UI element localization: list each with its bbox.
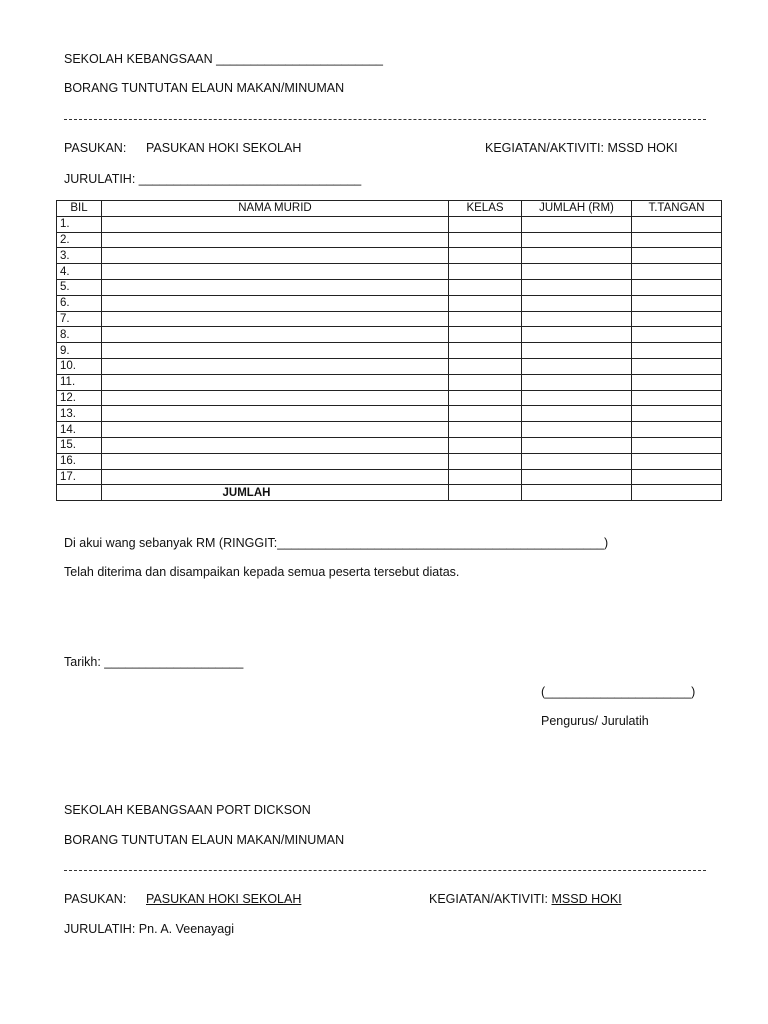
- cell-t-tangan[interactable]: [632, 374, 722, 390]
- cell-kelas[interactable]: [449, 469, 522, 485]
- table-row: [57, 343, 722, 359]
- cell-jumlah[interactable]: [522, 469, 632, 485]
- cell-nama-murid[interactable]: [102, 406, 449, 422]
- cell-bil: 11.: [57, 374, 102, 390]
- cell-jumlah[interactable]: [522, 453, 632, 469]
- cell-t-tangan[interactable]: [632, 453, 722, 469]
- cell-nama-murid[interactable]: [102, 453, 449, 469]
- school-line-2: SEKOLAH KEBANGSAAN PORT DICKSON: [64, 803, 311, 817]
- cell-bil: 5.: [57, 279, 102, 295]
- table-row: [57, 390, 722, 406]
- cell-jumlah[interactable]: [522, 232, 632, 248]
- cell-jumlah[interactable]: [522, 327, 632, 343]
- coach-line-2: JURULATIH: Pn. A. Veenayagi: [64, 922, 234, 936]
- activity-value: MSSD HOKI: [607, 141, 678, 155]
- cell-nama-murid[interactable]: [102, 437, 449, 453]
- cell-bil: 7.: [57, 311, 102, 327]
- team-label: PASUKAN:: [64, 141, 127, 155]
- coach-line: JURULATIH: ________________________________: [64, 172, 362, 186]
- cell-bil: 6.: [57, 295, 102, 311]
- cell-t-tangan[interactable]: [632, 343, 722, 359]
- cell-jumlah[interactable]: [522, 406, 632, 422]
- cell-kelas[interactable]: [449, 437, 522, 453]
- activity-field-2: [429, 892, 622, 906]
- cell-bil: 15.: [57, 437, 102, 453]
- cell-t-tangan[interactable]: [632, 422, 722, 438]
- cell-nama-murid[interactable]: [102, 279, 449, 295]
- cell-kelas[interactable]: [449, 343, 522, 359]
- cell-jumlah[interactable]: [522, 343, 632, 359]
- cell-jumlah[interactable]: [522, 264, 632, 280]
- cell-kelas[interactable]: [449, 406, 522, 422]
- cell-bil: 10.: [57, 358, 102, 374]
- table-row: [57, 453, 722, 469]
- total-row: [57, 485, 722, 501]
- cell-t-tangan[interactable]: [632, 216, 722, 232]
- activity-label: KEGIATAN/AKTIVITI:: [485, 141, 605, 155]
- header-nama-murid: NAMA MURID: [102, 201, 449, 217]
- cell-bil: 4.: [57, 264, 102, 280]
- delivered-line: Telah diterima dan disampaikan kepada semua peserta tersebut diatas.: [64, 565, 460, 579]
- date-line: Tarikh: ____________________: [64, 655, 244, 669]
- team-label-2: PASUKAN:: [64, 892, 127, 906]
- table-row: [57, 216, 722, 232]
- cell-kelas: [449, 485, 522, 501]
- cell-bil: 8.: [57, 327, 102, 343]
- team-value: PASUKAN HOKI SEKOLAH: [146, 141, 302, 155]
- header-t-tangan: T.TANGAN: [632, 201, 722, 217]
- cell-nama-murid[interactable]: [102, 295, 449, 311]
- divider-2: [64, 870, 706, 871]
- cell-t-tangan[interactable]: [632, 390, 722, 406]
- table-row: [57, 264, 722, 280]
- cell-jumlah[interactable]: [522, 358, 632, 374]
- cell-kelas[interactable]: [449, 216, 522, 232]
- cell-t-tangan[interactable]: [632, 311, 722, 327]
- cell-t-tangan[interactable]: [632, 469, 722, 485]
- cell-jumlah[interactable]: [522, 374, 632, 390]
- cell-bil: 2.: [57, 232, 102, 248]
- cell-nama-murid[interactable]: [102, 232, 449, 248]
- activity-field: [485, 141, 678, 155]
- table-row: [57, 248, 722, 264]
- cell-t-tangan: [632, 485, 722, 501]
- cell-nama-murid[interactable]: [102, 390, 449, 406]
- cell-jumlah[interactable]: [522, 390, 632, 406]
- cell-kelas[interactable]: [449, 358, 522, 374]
- cell-bil: 13.: [57, 406, 102, 422]
- cell-nama-murid[interactable]: [102, 311, 449, 327]
- cell-nama-murid[interactable]: [102, 374, 449, 390]
- total-amount: [522, 485, 632, 501]
- table-row: [57, 437, 722, 453]
- cell-nama-murid[interactable]: [102, 422, 449, 438]
- cell-nama-murid[interactable]: [102, 343, 449, 359]
- cell-jumlah[interactable]: [522, 422, 632, 438]
- cell-bil: 1.: [57, 216, 102, 232]
- header-jumlah: JUMLAH (RM): [522, 201, 632, 217]
- cell-kelas[interactable]: [449, 374, 522, 390]
- activity-label-2: KEGIATAN/AKTIVITI:: [429, 892, 549, 906]
- cell-jumlah[interactable]: [522, 216, 632, 232]
- table-row: [57, 358, 722, 374]
- cell-nama-murid[interactable]: [102, 358, 449, 374]
- table-row: [57, 422, 722, 438]
- cell-kelas[interactable]: [449, 311, 522, 327]
- cell-t-tangan[interactable]: [632, 358, 722, 374]
- activity-value-2: MSSD HOKI: [551, 892, 622, 906]
- cell-kelas[interactable]: [449, 422, 522, 438]
- table-row: [57, 311, 722, 327]
- team-value-2: PASUKAN HOKI SEKOLAH: [146, 892, 302, 906]
- signature-title: Pengurus/ Jurulatih: [541, 714, 649, 728]
- table-row: [57, 406, 722, 422]
- cell-nama-murid[interactable]: [102, 327, 449, 343]
- cell-kelas[interactable]: [449, 295, 522, 311]
- cell-jumlah[interactable]: [522, 295, 632, 311]
- cell-t-tangan[interactable]: [632, 279, 722, 295]
- cell-jumlah[interactable]: [522, 311, 632, 327]
- cell-bil: 16.: [57, 453, 102, 469]
- cell-bil: 17.: [57, 469, 102, 485]
- cell-jumlah[interactable]: [522, 437, 632, 453]
- header-kelas: KELAS: [449, 201, 522, 217]
- cell-nama-murid[interactable]: [102, 216, 449, 232]
- cell-jumlah[interactable]: [522, 279, 632, 295]
- cell-t-tangan[interactable]: [632, 248, 722, 264]
- cell-nama-murid[interactable]: [102, 469, 449, 485]
- table-row: [57, 327, 722, 343]
- cell-nama-murid[interactable]: [102, 248, 449, 264]
- cell-kelas[interactable]: [449, 248, 522, 264]
- cell-kelas[interactable]: [449, 327, 522, 343]
- claim-table: [56, 200, 722, 501]
- form-title: BORANG TUNTUTAN ELAUN MAKAN/MINUMAN: [64, 81, 345, 95]
- cell-bil: 12.: [57, 390, 102, 406]
- school-line: SEKOLAH KEBANGSAAN ________________________: [64, 52, 383, 66]
- cell-empty: [57, 485, 102, 501]
- table-row: [57, 279, 722, 295]
- cell-t-tangan[interactable]: [632, 264, 722, 280]
- cell-jumlah[interactable]: [522, 248, 632, 264]
- cell-bil: 14.: [57, 422, 102, 438]
- received-line: Di akui wang sebanyak RM (RINGGIT:_______________________________________________): [64, 536, 609, 550]
- cell-nama-murid[interactable]: [102, 264, 449, 280]
- cell-bil: 3.: [57, 248, 102, 264]
- cell-bil: 9.: [57, 343, 102, 359]
- table-row: [57, 469, 722, 485]
- cell-t-tangan[interactable]: [632, 232, 722, 248]
- cell-kelas[interactable]: [449, 232, 522, 248]
- total-label: JUMLAH: [102, 485, 449, 501]
- cell-kelas[interactable]: [449, 264, 522, 280]
- cell-t-tangan[interactable]: [632, 437, 722, 453]
- cell-kelas[interactable]: [449, 279, 522, 295]
- table-row: [57, 374, 722, 390]
- cell-t-tangan[interactable]: [632, 295, 722, 311]
- cell-kelas[interactable]: [449, 453, 522, 469]
- cell-t-tangan[interactable]: [632, 406, 722, 422]
- divider: [64, 119, 706, 120]
- signature-line: (_____________________): [541, 685, 696, 699]
- cell-kelas[interactable]: [449, 390, 522, 406]
- form-title-2: BORANG TUNTUTAN ELAUN MAKAN/MINUMAN: [64, 833, 345, 847]
- header-bil: BIL: [57, 201, 102, 217]
- table-header-row: [57, 201, 722, 217]
- cell-t-tangan[interactable]: [632, 327, 722, 343]
- table-row: [57, 295, 722, 311]
- table-row: [57, 232, 722, 248]
